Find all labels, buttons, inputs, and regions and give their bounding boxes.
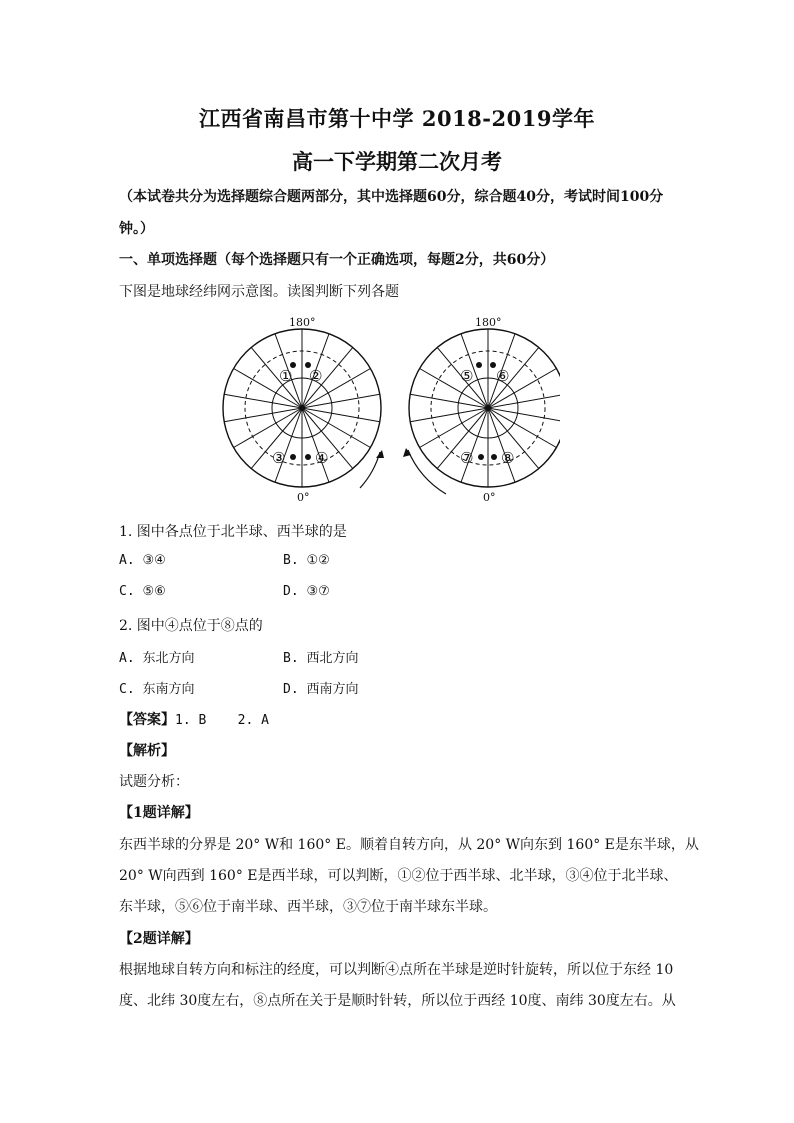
detail1-line1: 东西半球的分界是 20° W和 160° E。顺着自转方向，从 20° W向东到 160° E是东半球，从 [119,837,699,853]
marker-5: ⑤ [460,367,474,385]
detail2-label: 【2题详解】 [119,931,199,947]
meridian-line [302,408,329,482]
detail2-line2: 度、北纬 30度左右，⑧点所在关于是顺时针转，所以位于西经 10度、南纬 30度左右。从 [119,993,676,1009]
answer-line [119,709,269,729]
meridian-line [488,408,515,482]
detail1-label: 【1题详解】 [119,805,199,821]
exam-note-line2: 钟。） [119,221,154,237]
marker-2: ② [309,367,323,385]
marker-3: ③ [272,449,286,467]
document-title-line2: 高一下学期第二次月考 [292,149,502,174]
detail1-line2: 20° W向西到 160° E是西半球，可以判断，①②位于西半球、北半球，③④位于北半球、 [119,868,678,884]
meridian-line [488,394,560,408]
marker-4: ④ [315,449,329,467]
exam-note-line1: （本试卷共分为选择题综合题两部分，其中选择题60分，综合题40分，考试时间100分 [119,189,664,205]
meridian-line [488,408,560,422]
q2-option-d[interactable]: D. 西南方向 [283,682,359,697]
point-7-dot [478,454,484,460]
outer-circle [409,329,560,487]
marker-7: ⑦ [460,449,474,467]
q2-option-b[interactable]: B. 西北方向 [283,651,359,666]
marker-6: ⑥ [496,367,510,385]
meridian-line [251,347,302,408]
q2-option-a[interactable]: A. 东北方向 [119,651,195,666]
meridian-line [275,408,302,482]
marker-8: ⑧ [501,449,515,467]
pole-center [300,406,305,411]
q1-option-d[interactable]: D. ③⑦ [283,584,330,599]
point-5-dot [476,362,482,368]
q1-stem: 1. 图中各点位于北半球、西半球的是 [119,524,347,540]
analysis-label: 【解析】 [119,743,175,759]
q2-stem: 2. 图中④点位于⑧点的 [119,618,263,634]
marker-1: ① [279,367,293,385]
point-8-dot [491,454,497,460]
question-intro: 下图是地球经纬网示意图。读图判断下列各题 [119,284,399,300]
right-0-label: 0° [483,491,496,504]
detail1-line3: 东半球，⑤⑥位于南半球、西半球，③⑦位于南半球东半球。 [119,899,497,915]
globe-diagram [220,312,560,512]
q1-option-a[interactable]: A. ③④ [119,553,166,568]
meridian-lines [410,329,560,487]
document-title-line1: 江西省南昌市第十中学 2018-2019学年 [199,106,595,131]
rotation-arrowhead [376,450,384,458]
rotation-arrowhead [403,448,411,457]
analysis-intro: 试题分析： [119,774,189,790]
left-0-label: 0° [297,491,310,504]
meridian-line [461,408,488,482]
point-4-dot [305,454,311,460]
section-heading: 一、单项选择题（每个选择题只有一个正确选项，每题2分，共60分） [119,252,555,268]
detail2-line1: 根据地球自转方向和标注的经度，可以判断④点所在半球是逆时针旋转，所以位于东经 10 [119,962,674,978]
right-globe [403,316,560,504]
rotation-arrow [408,450,446,494]
answer-label: 【答案】 [119,712,175,728]
point-3-dot [290,454,296,460]
left-globe [223,316,384,504]
q1-option-c[interactable]: C. ⑤⑥ [119,584,166,599]
left-180-label: 180° [289,316,316,329]
q1-option-b[interactable]: B. ①② [283,553,330,568]
answer-text: 1. B 2. A [175,713,269,728]
right-180-label: 180° [475,316,502,329]
q2-option-c[interactable]: C. 东南方向 [119,682,195,697]
pole-center [486,406,491,411]
